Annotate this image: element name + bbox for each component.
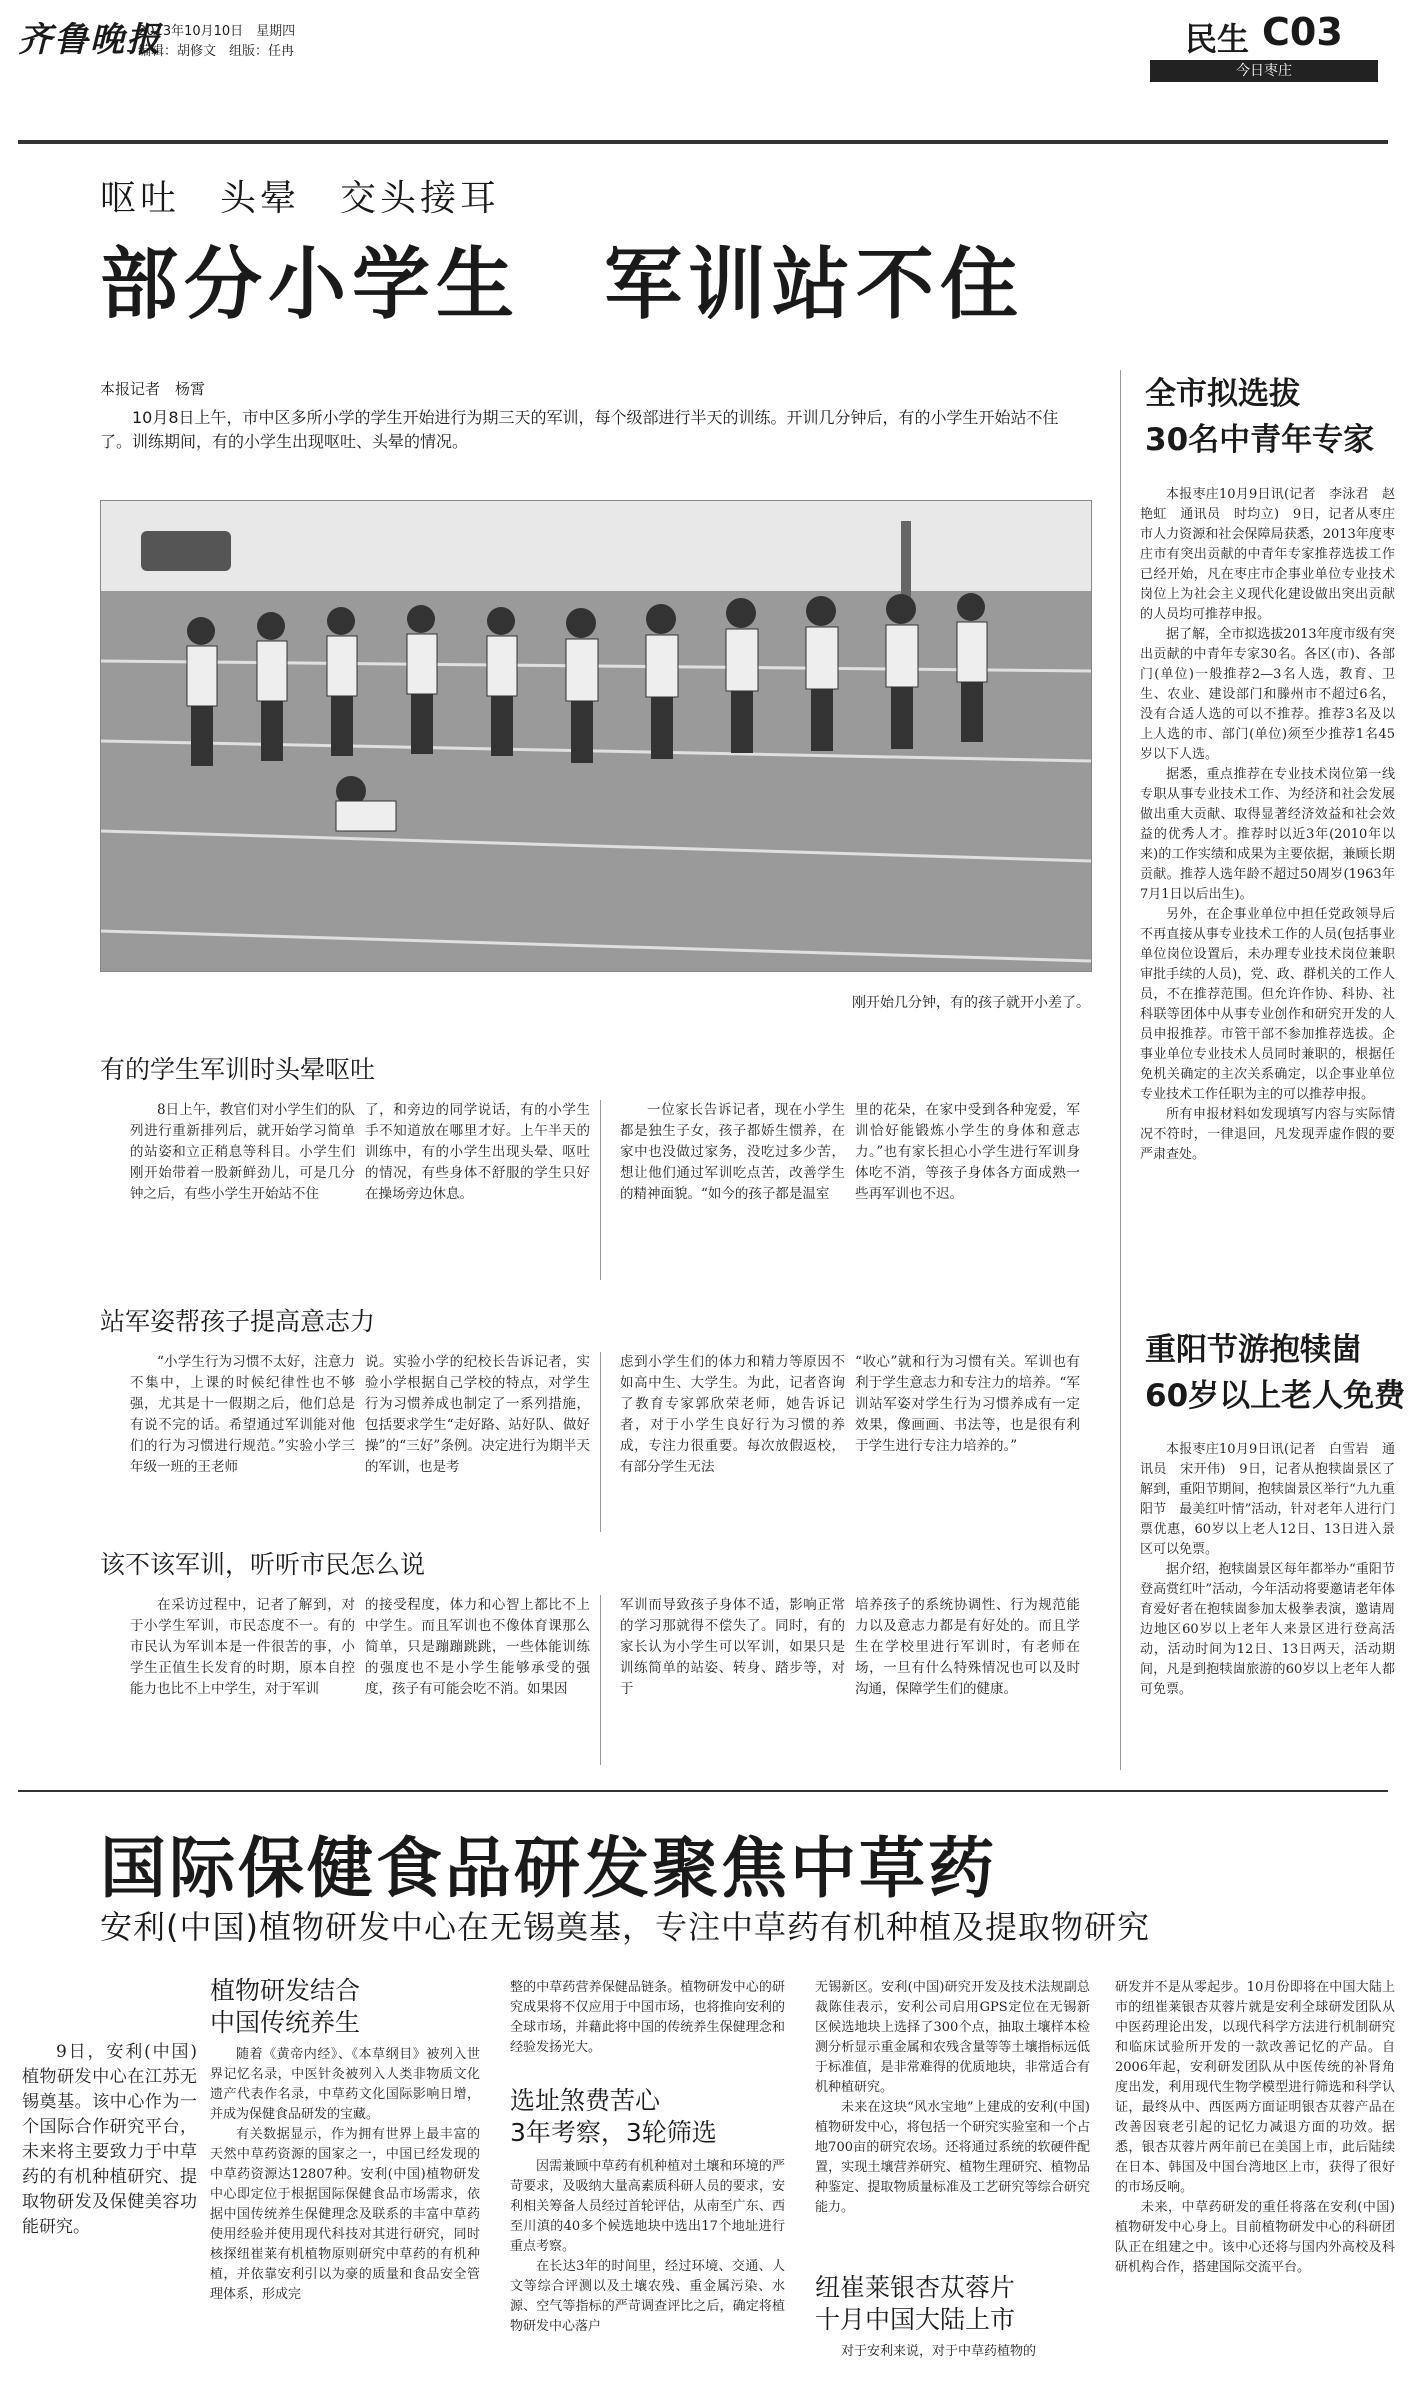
news-photo <box>100 500 1092 972</box>
bottom-subhead-2-line1: 选址煞费苦心 <box>510 2086 661 2115</box>
photo-caption: 刚开始几分钟，有的孩子就开小差了。 <box>852 995 1090 1011</box>
editor-credits: 编辑：胡修文 组版：任冉 <box>138 44 295 59</box>
sidebar-story2-body: 本报枣庄10月9日讯(记者 白雪岩 通讯员 宋开伟) 9日，记者从抱犊崮景区了解到，重阳节期间，抱犊崮景区举行“九九重阳节 最美红叶情”活动，针对老年人进行门票优惠，60岁以上老人12日、13日进入景区可以免票。 据介绍，抱犊崮景区每年都举办“重阳节登高赏红叶”活动，今年活动将要邀请老年体育爱好者在抱犊崮参加太极拳表演，邀请周边地区60岁以上老年人来景区进行登高活动，活动时间为12日、13日两天，活动期间，凡是到抱犊崮旅游的60岁以上老年人都可免票。 <box>1140 1442 1395 1697</box>
bottom-subhead-1-line2: 中国传统养生 <box>210 2008 361 2037</box>
sidebar-story2-title-line2: 60岁以上老人免费 <box>1145 1378 1406 1414</box>
sidebar-divider <box>1120 370 1121 1770</box>
sidebar-story1-body: 本报枣庄10月9日讯(记者 李泳君 赵艳虹 通讯员 时均立) 9日，记者从枣庄市人力资源和社会保障局获悉，2013年度枣庄市有突出贡献的中青年专家推荐选拔工作已经开始，凡在枣庄市企事业单位专业技术岗位上为社会主义现代化建设做出突出贡献的人员均可推荐申报。 据了解，全市拟选拔2013年度市级有突出贡献的中青年专家30名。各区(市)、各部门(单位)一般推荐2—3名人选，教育、卫生、农业、建设部门和滕州市不超过6名，没有合适人选的可以不推荐。推荐3名及以上人选的市、部门(单位)须至少推荐1名45岁以下人选。 据悉，重点推荐在专业技术岗位第一线专职从事专业技术工作、为经济和社会发展做出重大贡献、取得显著经济效益和社会效益的优秀人才。推荐时以近3年(2010年以来)的工作实绩和成果为主要依据，兼顾长期贡献。推荐人选年龄不超过50周岁(1963年7月1日以后出生)。 另外，在企事业单位中担任党政领导后不再直接从事专业技术工作的人员(包括事业单位岗位设置后，未办理专业技术岗位兼职审批手续的人员)，党、政、群机关的工作人员，不在推荐范围。但允许作协、科协、社科联等团体中从事专业创作和研究开发的人员申报推荐。市管干部不参加推荐选拔。企事业单位专业技术人员同时兼职的，根据任免机关确定的主次关系确定，以企事业单位专业技术工作任职为主的可以推荐申报。 所有申报材料如发现填写内容与实际情况不符时，一律退回，凡发现弄虚作假的要严肃查处。 <box>1140 487 1395 1162</box>
bottom-intro: 9日，安利(中国)植物研发中心在江苏无锡奠基。该中心作为一个国际合作研究平台，未来将主要致力于中草药的有机种植研究、提取物研发及保健美容功能研究。 <box>22 2042 197 2237</box>
bottom-subhead-2-line2: 3年考察，3轮筛选 <box>510 2118 717 2147</box>
bottom-col3: 无锡新区。安利(中国)研究开发及技术法规副总裁陈佳表示，安利公司启用GPS定位在无锡新区候选地块上选择了300个点，抽取土壤样本检测分析显示重金属和农残含量等等土壤指标远低于标准值，是非常难得的优质地块，非常适合有机种植研究。 未来在这块“风水宝地”上建成的安利(中国)植物研发中心，将包括一个研究实验室和一个占地700亩的研究农场。还将通过系统的软硬件配置，实现土壤营养研究、植物生理研究、植物品种鉴定、提取物质量标准及工艺研究等综合研究能力。 <box>815 1980 1090 2215</box>
sidebar-story1-title-line1: 全市拟选拔 <box>1145 376 1300 412</box>
newspaper-logo: 齐鲁晚报 <box>18 20 162 60</box>
section2-col4: “收心”就和行为习惯有关。军训也有利于学生意志力和专注力的培养。“军训站军姿对学生行为习惯养成有一定效果，像画画、书法等，也是很有利于学生进行专注力培养的。” <box>855 1354 1080 1454</box>
story-kicker: 呕吐 头晕 交头接耳 <box>100 178 501 219</box>
bottom-subheadline: 安利(中国)植物研发中心在无锡奠基，专注中草药有机种植及提取物研究 <box>100 1908 1150 1946</box>
story-lead: 10月8日上午，市中区多所小学的学生开始进行为期三天的军训，每个级部进行半天的训练。开训几分钟后，有的小学生开始站不住了。训练期间，有的小学生出现呕吐、头晕的情况。 <box>100 408 1059 451</box>
bottom-subhead-3-line1: 纽崔莱银杏苁蓉片 <box>815 2273 1016 2302</box>
bottom-col2: 整的中草药营养保健品链条。植物研发中心的研究成果将不仅应用于中国市场，也将推向安利的全球市场，并藉此将中国的传统养生保健理念和经验发扬光大。 <box>510 1980 785 2055</box>
bottom-subhead-3-line2: 十月中国大陆上市 <box>815 2305 1016 2334</box>
col-divider <box>600 1595 601 1765</box>
bottom-col3b: 对于安利来说，对于中草药植物的 <box>841 2344 1037 2359</box>
bottom-col4: 研发并不是从零起步。10月份即将在中国大陆上市的纽崔莱银杏苁蓉片就是安利全球研发团队从中医药理论出发，以现代科学方法进行机制研究和临床试验所开发的一款改善记忆的产品。自2006年起，安利研发团队从中医传统的补肾角度出发，利用现代生物学模型进行筛选和科学认证，最终从中、西医两方面证明银杏苁蓉产品在改善因衰老引起的记忆力减退方面的功效。据悉，银杏苁蓉片两年前已在美国上市，此后陆续在日本、韩国及中国台湾地区上市，获得了很好的市场反响。 未来，中草药研发的重任将落在安利(中国)植物研发中心身上。目前植物研发中心的科研团队正在组建之中。该中心还将与国内外高校及科研机构合作，搭建国际交流平台。 <box>1115 1980 1395 2275</box>
bottom-subhead-1-line1: 植物研发结合 <box>210 1976 361 2005</box>
section-heading-1: 有的学生军训时头晕呕吐 <box>100 1055 376 1084</box>
sidebar-story1-title-line2: 30名中青年专家 <box>1145 422 1375 458</box>
sidebar-story2-title-line1: 重阳节游抱犊崮 <box>1145 1332 1362 1368</box>
bottom-col2b: 因需兼顾中草药有机种植对土壤和环境的严苛要求，及吸纳大量高素质科研人员的要求，安利相关筹备人员经过首轮评估，从南至广东、西至川滇的40多个候选地块中选出17个地址进行重点考察。 在长达3年的时间里，经过环境、交通、人文等综合评测以及土壤农残、重金属污染、水源、空气等指标的严苛调查评比之后，确定将植物研发中心落户 <box>510 2159 785 2334</box>
subsection-bar: 今日枣庄 <box>1150 60 1378 82</box>
issue-date: 2013年10月10日 星期四 <box>138 24 296 39</box>
section1-col2: 了，和旁边的同学说话，有的小学生手不知道放在哪里才好。上午半天的训练中，有的小学生出现头晕、呕吐的情况，有些身体不舒服的学生只好在操场旁边休息。 <box>365 1102 590 1202</box>
section1-col4: 里的花朵，在家中受到各种宠爱，军训恰好能锻炼小学生的身体和意志力。”也有家长担心小学生进行军训身体吃不消，等孩子身体各方面成熟一些再军训也不迟。 <box>855 1102 1080 1202</box>
section1-col1: 8日上午，教官们对小学生们的队列进行重新排列后，就开始学习简单的站姿和立正稍息等科目。小学生们刚开始带着一股新鲜劲儿，可是几分钟之后，有些小学生开始站不住 <box>130 1102 355 1202</box>
section1-col3: 一位家长告诉记者，现在小学生都是独生子女，孩子都娇生惯养，在家中也没做过家务，没吃过多少苦，想让他们通过军训吃点苦，改善学生的精神面貌。“如今的孩子都是温室 <box>620 1102 845 1202</box>
bottom-headline: 国际保健食品研发聚焦中草药 <box>100 1830 997 1907</box>
section-heading-2: 站军姿帮孩子提高意志力 <box>100 1307 376 1336</box>
section3-col2: 的接受程度，体力和心智上都比不上中学生。而且军训也不像体育课那么简单，只是蹦蹦跳跳，一些体能训练的强度也不是小学生能够承受的强度，孩子有可能会吃不消。如果因 <box>365 1597 590 1697</box>
section3-col3: 军训而导致孩子身体不适，影响正常的学习那就得不偿失了。同时，有的家长认为小学生可以军训，如果只是训练简单的站姿、转身、踏步等，对于 <box>620 1597 845 1697</box>
section3-col4: 培养孩子的系统协调性、行为规范能力以及意志力都是有好处的。而且学生在学校里进行军训时，有老师在场，一旦有什么特殊情况也可以及时沟通，保障学生们的健康。 <box>855 1597 1080 1697</box>
section2-col2: 说。实验小学的纪校长告诉记者，实验小学根据自己学校的特点，对学生行为习惯养成也制定了一系列措施，包括要求学生“走好路、站好队、做好操”的“三好”条例。决定进行为期半天的军训，也是考 <box>365 1354 590 1475</box>
section2-col1: “小学生行为习惯不太好，注意力不集中，上课的时候纪律性也不够强，尤其是十一假期之后，他们总是有说不完的话。希望通过军训能对他们的行为习惯进行规范。”实验小学三年级一班的王老师 <box>130 1354 355 1475</box>
section-heading-3: 该不该军训，听听市民怎么说 <box>100 1550 426 1579</box>
section3-col1: 在采访过程中，记者了解到，对于小学生军训，市民态度不一。有的市民认为军训本是一件很苦的事，小学生正值生长发育的时期，原本自控能力也比不上中学生，对于军训 <box>130 1597 355 1697</box>
col-divider <box>600 1100 601 1280</box>
story-byline: 本报记者 杨霄 <box>100 380 206 398</box>
students-training-photo <box>101 501 1091 971</box>
col-divider <box>600 1352 601 1532</box>
bottom-col1: 随着《黄帝内经》、《本草纲目》被列入世界记忆名录，中医针灸被列入人类非物质文化遗产代表作名录，中草药文化国际影响日增，并成为保健食品研发的宝藏。 有关数据显示，作为拥有世界上最丰富的天然中草药资源的国家之一，中国已经发现的中草药资源达12807种。安利(中国)植物研发中心即定位于根据国际保健食品市场需求，依据中国传统养生保健理念及联系的丰富中草药使用经验并使用现代科技对其进行研究，同时核探纽崔莱有机植物原则研究中草药的有机种植，并依靠安利引以为豪的质量和食品安全管理体系，形成完 <box>210 2047 480 2302</box>
section2-col3: 虑到小学生们的体力和精力等原因不如高中生、大学生。为此，记者咨询了教育专家郭欣荣老师，她告诉记者，对于小学生良好行为习惯的养成，专注力很重要。每次放假返校，有部分学生无法 <box>620 1354 845 1475</box>
top-rule <box>18 140 1388 144</box>
story-headline: 部分小学生 军训站不住 <box>100 240 1025 330</box>
mid-rule <box>18 1790 1388 1792</box>
page-number: C03 <box>1262 10 1343 54</box>
section-name: 民生 <box>1185 20 1250 58</box>
